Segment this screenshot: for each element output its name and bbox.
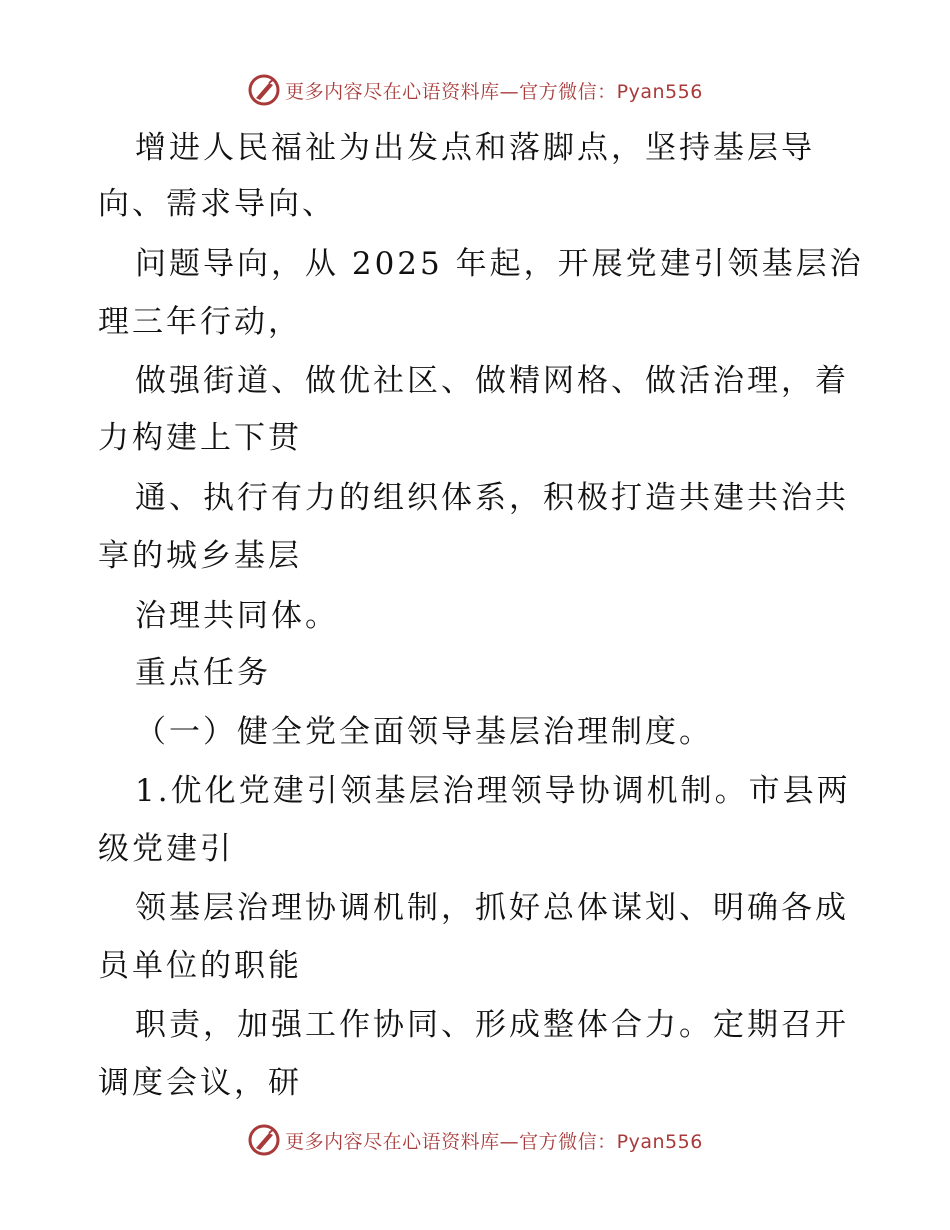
body-line: 做强街道、做优社区、做精网格、做活治理，着 [135,363,849,399]
body-line: 员单位的职能 [98,948,302,984]
quill-circle-icon [247,1123,281,1157]
body-line: 级党建引 [98,831,234,867]
section-heading: 重点任务 [135,655,271,691]
subsection-heading: （一）健全党全面领导基层治理制度。 [135,714,713,750]
watermark-text: 更多内容尽在心语资料库—官方微信：Pyan556 [285,80,703,103]
body-line: 1.优化党建引领基层治理领导协调机制。市县两 [135,773,851,809]
body-line: 调度会议，研 [98,1065,302,1101]
body-line: 增进人民福祉为出发点和落脚点，坚持基层导 [135,130,815,166]
body-line: 职责，加强工作协同、形成整体合力。定期召开 [135,1007,849,1043]
body-line: 理三年行动， [98,304,302,340]
body-line: 享的城乡基层 [98,538,302,574]
watermark-text: 更多内容尽在心语资料库—官方微信：Pyan556 [285,1130,703,1153]
body-line: 通、执行有力的组织体系，积极打造共建共治共 [135,480,849,516]
body-line: 向、需求导向、 [98,186,336,222]
body-line: 力构建上下贯 [98,420,302,456]
header-watermark-banner [0,70,950,110]
body-line: 问题导向，从 2025 年起，开展党建引领基层治 [135,246,864,282]
footer-watermark-banner [0,1120,950,1160]
quill-circle-icon [247,73,281,107]
body-line: 治理共同体。 [135,598,339,634]
body-line: 领基层治理协调机制，抓好总体谋划、明确各成 [135,890,849,926]
